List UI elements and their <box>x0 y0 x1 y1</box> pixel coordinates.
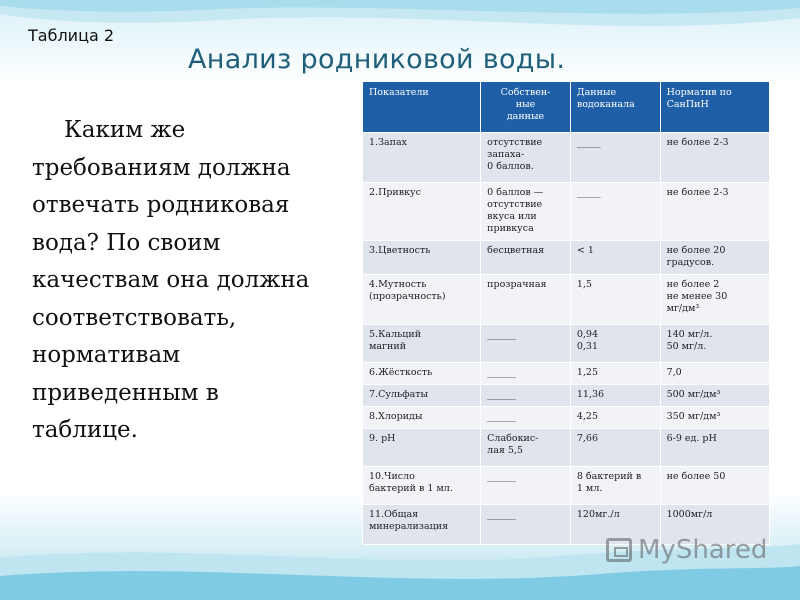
watermark <box>606 535 767 565</box>
watermark-text: MyShared <box>638 535 768 565</box>
norm-cell: 140 мг/л. 50 мг/л. <box>660 325 769 363</box>
table-row <box>363 325 770 363</box>
body-line: качествам она должна <box>32 267 310 293</box>
table-row <box>363 183 770 241</box>
indicator-cell: 3.Цветность <box>363 241 481 275</box>
table-row <box>363 275 770 325</box>
body-line: нормативам <box>32 342 181 368</box>
body-line: соответствовать, <box>32 304 237 331</box>
norm-cell: 1000мг/л <box>660 505 769 545</box>
body-line: вода? По своим <box>32 229 221 256</box>
own-data-cell: ______ <box>481 385 571 407</box>
own-data-cell: ______ <box>481 363 571 385</box>
indicator-cell: 6.Жёсткость <box>363 363 481 385</box>
body-paragraph <box>32 112 350 450</box>
water-analysis-table <box>362 81 770 545</box>
table-row <box>363 363 770 385</box>
own-data-cell: прозрачная <box>481 275 571 325</box>
header-vodokanal-data: Данные водоканала <box>570 82 660 133</box>
body-line: отвечать родниковая <box>32 192 290 218</box>
norm-cell: не более 20 градусов. <box>660 241 769 275</box>
vodokanal-cell: < 1 <box>570 241 660 275</box>
header-indicators: Показатели <box>363 82 481 133</box>
header-sanpin-norm: Норматив по СанПиН <box>660 82 769 133</box>
vodokanal-cell: _____ <box>570 133 660 183</box>
body-line: Каким же <box>64 117 186 143</box>
indicator-cell: 9. pH <box>363 429 481 467</box>
table-row <box>363 241 770 275</box>
table-row <box>363 407 770 429</box>
indicator-cell: 11.Общая минерализация <box>363 505 481 545</box>
norm-cell: 7,0 <box>660 363 769 385</box>
table-row <box>363 467 770 505</box>
norm-cell: не более 2-3 <box>660 133 769 183</box>
vodokanal-cell: 4,25 <box>570 407 660 429</box>
indicator-cell: 4.Мутность (прозрачность) <box>363 275 481 325</box>
indicator-cell: 7.Сульфаты <box>363 385 481 407</box>
vodokanal-cell: 120мг./л <box>570 505 660 545</box>
own-data-cell: ______ <box>481 505 571 545</box>
body-line: требованиям должна <box>32 154 291 181</box>
presentation-icon <box>606 538 632 562</box>
indicator-cell: 5.Кальций магний <box>363 325 481 363</box>
table-row <box>363 385 770 407</box>
own-data-cell: бесцветная <box>481 241 571 275</box>
indicator-cell: 10.Число бактерий в 1 мл. <box>363 467 481 505</box>
indicator-cell: 8.Хлориды <box>363 407 481 429</box>
own-data-cell: ______ <box>481 407 571 429</box>
norm-cell: не более 2-3 <box>660 183 769 241</box>
norm-cell: не более 2 не менее 30 мг/дм³ <box>660 275 769 325</box>
norm-cell: 6-9 ед. pH <box>660 429 769 467</box>
indicator-cell: 2.Привкус <box>363 183 481 241</box>
norm-cell: не более 50 <box>660 467 769 505</box>
vodokanal-cell: 0,94 0,31 <box>570 325 660 363</box>
body-line: приведенным в <box>32 379 219 406</box>
norm-cell: 350 мг/дм³ <box>660 407 769 429</box>
table-header-row <box>363 82 770 133</box>
own-data-cell: 0 баллов — отсутствие вкуса или привкуса <box>481 183 571 241</box>
vodokanal-cell: 1,5 <box>570 275 660 325</box>
vodokanal-cell: _____ <box>570 183 660 241</box>
table-row <box>363 429 770 467</box>
own-data-cell: Слабокис- лая 5,5 <box>481 429 571 467</box>
header-own-data: Собствен- ные данные <box>481 82 571 133</box>
table-number-label: Таблица 2 <box>28 26 115 45</box>
own-data-cell: ______ <box>481 325 571 363</box>
table-row <box>363 133 770 183</box>
vodokanal-cell: 1,25 <box>570 363 660 385</box>
vodokanal-cell: 11,36 <box>570 385 660 407</box>
indicator-cell: 1.Запах <box>363 133 481 183</box>
norm-cell: 500 мг/дм³ <box>660 385 769 407</box>
vodokanal-cell: 7,66 <box>570 429 660 467</box>
own-data-cell: ______ <box>481 467 571 505</box>
vodokanal-cell: 8 бактерий в 1 мл. <box>570 467 660 505</box>
body-line: таблице. <box>32 417 138 443</box>
slide-title: Анализ родниковой воды. <box>188 44 566 75</box>
own-data-cell: отсутствие запаха- 0 баллов. <box>481 133 571 183</box>
